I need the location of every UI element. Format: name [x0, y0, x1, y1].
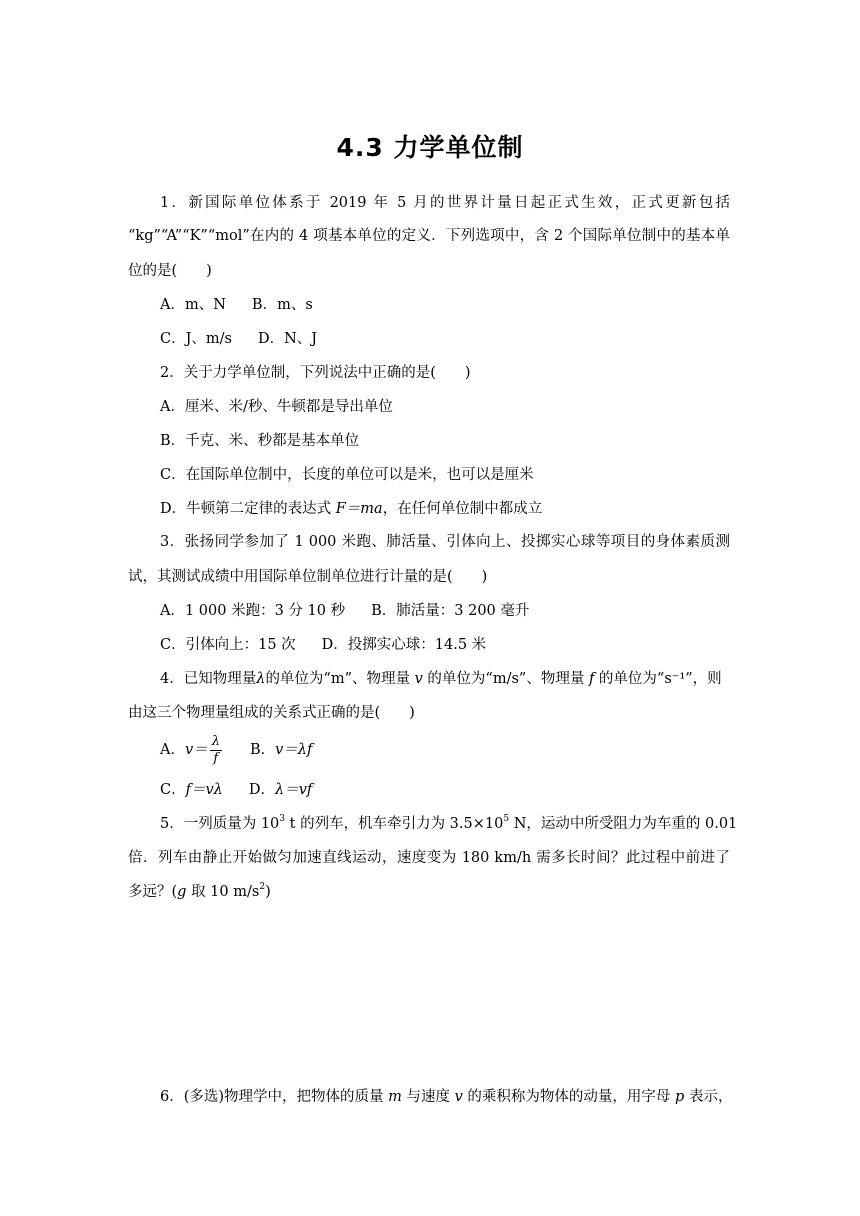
- q4-text-1: 4．已知物理量: [160, 671, 257, 687]
- q4-options-row-2: [160, 780, 312, 800]
- q5-text-2: t 的列车，机车牵引力为 3.5×10: [285, 816, 504, 832]
- q1-option-c: C．J、m/s: [160, 331, 232, 347]
- q2-option-c: C．在国际单位制中，长度的单位可以是米，也可以是厘米: [160, 467, 534, 483]
- q5-exponent-2: 5: [503, 814, 510, 825]
- q4-stem-line-2: 由这三个物理量组成的关系式正确的是( ): [128, 705, 415, 721]
- q2-option-b: B．千克、米、秒都是基本单位: [160, 433, 360, 449]
- q6-text-2: 与速度: [401, 1089, 455, 1105]
- q3-options-row-1: [160, 601, 529, 621]
- q1-option-d: D．N、J: [257, 331, 318, 347]
- fraction-denominator: f: [213, 750, 219, 766]
- q3-stem-line-1: 3．张扬同学参加了 1 000 米跑、肺活量、引体向上、投掷实心球等项目的身体素质测: [160, 534, 730, 550]
- q4-option-b-label: B．: [249, 742, 276, 758]
- q5-text-1: 5．一列质量为 10: [160, 816, 280, 832]
- q6-text-4: 表示，: [684, 1089, 733, 1105]
- q5-text-5: 取 10 m/s: [186, 884, 260, 900]
- q5-exponent-1: 3: [279, 814, 286, 825]
- q1-option-b: B．m、s: [251, 297, 313, 313]
- q5-g: g: [177, 884, 187, 900]
- q3-option-c: C．引体向上：15 次: [160, 637, 296, 653]
- q2-option-d-text-end: ，在任何单位制中都成立: [382, 501, 543, 517]
- q1-option-a: A．m、N: [160, 297, 226, 313]
- q5-stem-line-3: [128, 882, 271, 902]
- q4-f: f: [588, 671, 595, 687]
- q4-option-a-lhs: v＝: [184, 742, 208, 758]
- q4-option-a-fraction: [210, 734, 222, 767]
- q4-option-c-label: C．: [160, 782, 186, 798]
- q2-option-a: A．厘米、米/秒、牛顿都是导出单位: [160, 399, 393, 415]
- q5-exponent-3: 2: [259, 882, 266, 893]
- q3-option-b: B．肺活量：3 200 毫升: [371, 603, 530, 619]
- q4-option-d-label: D．: [248, 782, 275, 798]
- q3-option-d: D．投掷实心球：14.5 米: [321, 637, 487, 653]
- page-title: 4.3 力学单位制: [336, 133, 524, 162]
- q4-text-2: 的单位为“m”、物理量: [265, 671, 415, 687]
- q6-p: p: [675, 1089, 685, 1105]
- q5-text-6: ): [265, 884, 271, 900]
- q3-stem-line-2: 试，其测试成绩中用国际单位制单位进行计量的是( ): [128, 569, 488, 585]
- q6-m: m: [388, 1089, 402, 1105]
- q3-option-a: A．1 000 米跑：3 分 10 秒: [160, 603, 346, 619]
- q2-option-d: [160, 499, 542, 519]
- q1-stem-line-2: “kg”“A”“K”“mol”在内的 4 项基本单位的定义．下列选项中，含 2 个国际单位制中的基本单: [128, 228, 730, 244]
- q6-text-1: 6．(多选)物理学中，把物体的质量: [160, 1089, 389, 1105]
- q4-text-4: 的单位为“s⁻¹”，则: [594, 671, 722, 687]
- q1-options-row-2: [160, 329, 317, 349]
- q4-option-c-expr: f＝vλ: [185, 782, 223, 798]
- q1-options-row-1: [160, 295, 313, 315]
- q6-text-3: 的乘积称为物体的动量，用字母: [462, 1089, 676, 1105]
- q1-stem-line-1: 1．新国际单位体系于 2019 年 5 月的世界计量日起正式生效，正式更新包括: [160, 195, 730, 211]
- q2-stem: 2．关于力学单位制，下列说法中正确的是( ): [160, 365, 471, 381]
- q5-stem-line-1: [160, 814, 738, 834]
- q4-lambda: λ: [256, 671, 266, 687]
- q4-v: v: [414, 671, 423, 687]
- q2-formula: F＝ma: [335, 501, 383, 517]
- q4-option-b-expr: v＝λf: [275, 742, 313, 758]
- q4-option-a-label: A．: [160, 742, 185, 758]
- q6-stem-line-1: [160, 1087, 732, 1107]
- q4-text-3: 的单位为“m/s”、物理量: [422, 671, 589, 687]
- q4-option-d-expr: λ＝vf: [275, 782, 313, 798]
- q2-option-d-text: D．牛顿第二定律的表达式: [160, 501, 336, 517]
- q4-options-row-1: [160, 733, 312, 767]
- q6-v: v: [454, 1089, 463, 1105]
- q1-stem-line-3: 位的是( ): [128, 263, 212, 279]
- fraction-numerator: λ: [211, 733, 220, 749]
- q5-text-3: N，运动中所受阻力为车重的 0.01: [509, 816, 738, 832]
- q5-text-4: 多远？(: [128, 884, 178, 900]
- q4-stem-line-1: [160, 669, 722, 689]
- q3-options-row-2: [160, 635, 486, 655]
- q5-stem-line-2: 倍．列车由静止开始做匀加速直线运动，速度变为 180 km/h 需多长时间？此过程中前进了: [128, 850, 730, 866]
